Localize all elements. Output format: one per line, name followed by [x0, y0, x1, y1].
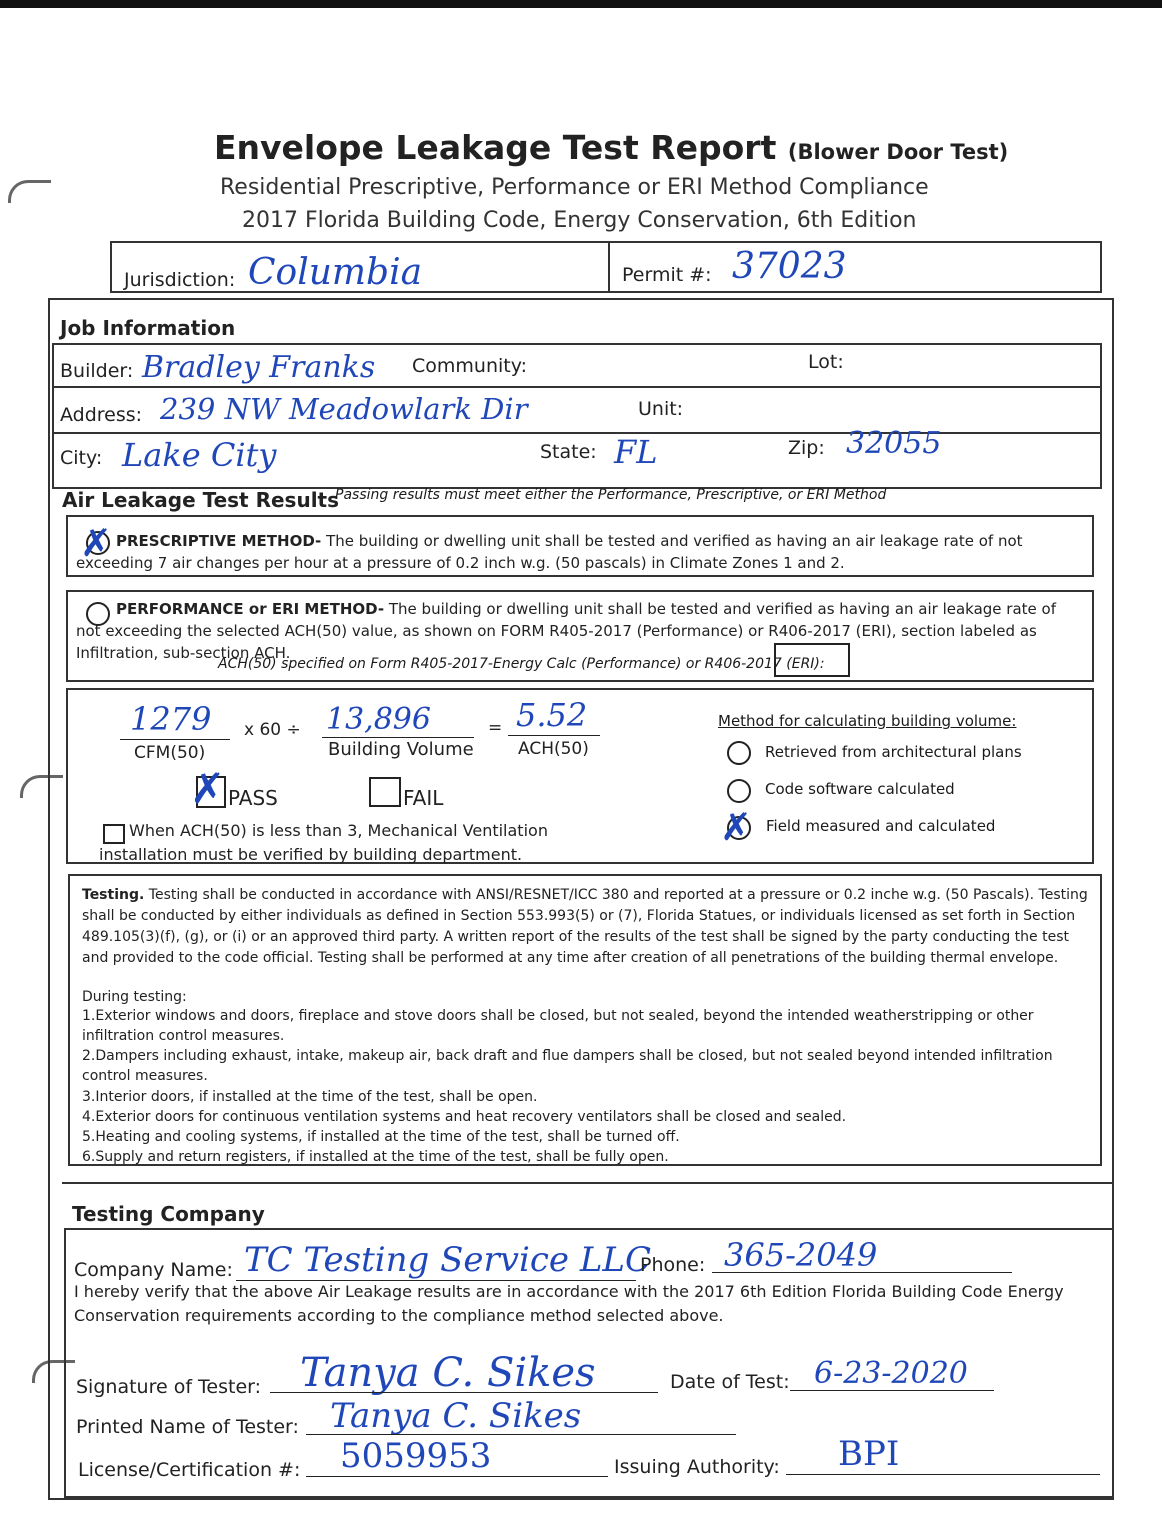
tester-signature: Tanya C. Sikes [300, 1350, 596, 1396]
underline [786, 1474, 1100, 1475]
jurisdiction-label: Jurisdiction: [124, 269, 236, 291]
testing-item: 6.Supply and return registers, if installed at the time of the test, shall be fully open. [82, 1149, 669, 1165]
unit-label: Unit: [638, 398, 684, 420]
phone-value: 365-2049 [724, 1236, 878, 1274]
ach-label: ACH(50) [518, 739, 589, 759]
testing-item: 5.Heating and cooling systems, if installed at the time of the test, shall be turned off. [82, 1129, 680, 1145]
verification-statement: I hereby verify that the above Air Leakage results are in accordance with the 2017 6th Edition Florida Building Code Energy Conservation requirements according to the compliance method selected above. [74, 1282, 1064, 1325]
divider [52, 432, 1102, 434]
lot-label: Lot: [808, 351, 844, 373]
underline [790, 1390, 994, 1391]
testing-company-heading: Testing Company [72, 1202, 265, 1226]
ach-specified-input[interactable] [774, 643, 850, 677]
testing-item: 4.Exterior doors for continuous ventilation systems and heat recovery ventilators shall be closed and sealed. [82, 1109, 847, 1125]
volume-method-option: Field measured and calculated [766, 817, 996, 835]
building-volume-label: Building Volume [328, 739, 474, 760]
builder-label: Builder: [60, 360, 134, 382]
divider [52, 386, 1102, 388]
job-information-heading: Job Information [60, 316, 236, 340]
volume-method-radio-software[interactable] [727, 779, 751, 803]
issuing-authority-value: BPI [838, 1434, 900, 1474]
mech-ventilation-note: When ACH(50) is less than 3, Mechanical Ventilation installation must be verified by building department. [99, 821, 548, 864]
underline [270, 1392, 658, 1393]
divider [62, 1182, 1114, 1184]
underline [712, 1272, 1012, 1273]
pass-label: PASS [228, 786, 278, 810]
license-value: 5059953 [340, 1436, 492, 1476]
testing-item: 2.Dampers including exhaust, intake, makeup air, back draft and flue dampers shall be closed, but not sealed beyond intended infiltration control measures. [82, 1048, 1053, 1084]
ach-value: 5.52 [516, 696, 588, 734]
report-code-edition: 2017 Florida Building Code, Energy Conservation, 6th Edition [242, 208, 917, 233]
ach-specified-label: ACH(50) specified on Form R405-2017-Energy Calc (Performance) or R406-2017 (ERI): [218, 656, 825, 672]
during-testing-heading: During testing: [82, 989, 187, 1005]
underline [508, 735, 600, 736]
city-value: Lake City [122, 436, 277, 474]
community-label: Community: [412, 355, 527, 377]
testing-paragraph: Testing. Testing shall be conducted in accordance with ANSI/RESNET/ICC 380 and reported at a pressure or 0.2 inche w.g. (50 Pascals). Testing shall be conducted by either individuals as defined in Section 553.993(5) or (7), Florida Statues, or individuals licensed as set forth in Section 489.105(3)(f), (g), or (i) or an approved third party. A written report of the results of the test shall be signed by the party conducting the test and provided to the code official. Testing shall be performed at any time after creation of all penetrations of the building thermal envelope. [82, 887, 1088, 966]
underline [120, 739, 230, 740]
address-label: Address: [60, 404, 143, 426]
builder-value: Bradley Franks [142, 350, 376, 385]
issuing-authority-label: Issuing Authority: [614, 1456, 780, 1478]
checked-x-mark: ✗ [190, 764, 226, 813]
date-label: Date of Test: [670, 1371, 790, 1393]
volume-method-radio-plans[interactable] [727, 741, 751, 765]
license-label: License/Certification #: [78, 1459, 301, 1481]
jurisdiction-value: Columbia [248, 252, 423, 293]
multiply-divide-sign: x 60 ÷ [244, 720, 301, 740]
checked-x-mark: ✗ [80, 521, 112, 565]
report-title: Envelope Leakage Test Report (Blower Door Test) [214, 128, 1009, 167]
volume-method-heading: Method for calculating building volume: [718, 712, 1017, 730]
city-label: City: [60, 447, 103, 469]
state-value: FL [614, 433, 658, 471]
printed-name-value: Tanya C. Sikes [330, 1396, 582, 1436]
performance-method-text: PERFORMANCE or ERI METHOD- The building or dwelling unit shall be tested and verified as having an air leakage rate of not exceeding the selected ACH(50) value, as shown on FORM R405-2017 (Performance) or R406-2017 (ERI), section labeled as Infiltration, sub-section ACH. [76, 600, 1056, 662]
address-value: 239 NW Meadowlark Dir [160, 392, 528, 426]
fail-label: FAIL [403, 786, 444, 810]
building-volume-value: 13,896 [326, 702, 431, 737]
underline [306, 1476, 608, 1477]
prescriptive-method-text: PRESCRIPTIVE METHOD- The building or dwelling unit shall be tested and verified as having an air leakage rate of not exceeding 7 air changes per hour at a pressure of 0.2 inch w.g. (50 pascals) in Climate Zones 1 and 2. [76, 532, 1023, 572]
permit-label: Permit #: [622, 264, 712, 286]
checked-x-mark: ✗ [720, 805, 752, 849]
binder-hole-mark [8, 180, 51, 203]
zip-value: 32055 [846, 426, 942, 461]
passing-results-note: Passing results must meet either the Performance, Prescriptive, or ERI Method [335, 487, 887, 503]
air-leakage-heading: Air Leakage Test Results [62, 488, 340, 512]
underline [322, 737, 474, 738]
volume-method-option: Code software calculated [765, 780, 955, 798]
scan-top-edge [0, 0, 1162, 8]
testing-item: 3.Interior doors, if installed at the time of the test, shall be open. [82, 1089, 538, 1105]
company-name-label: Company Name: [74, 1259, 233, 1281]
divider [608, 243, 610, 291]
volume-method-option: Retrieved from architectural plans [765, 743, 1022, 761]
testing-item: 1.Exterior windows and doors, fireplace and stove doors shall be closed, but not sealed, beyond the intended weatherstripping or other infiltration control measures. [82, 1008, 1034, 1044]
permit-value: 37023 [732, 246, 847, 287]
cfm-label: CFM(50) [134, 743, 206, 763]
zip-label: Zip: [788, 437, 825, 459]
report-subtitle: Residential Prescriptive, Performance or ERI Method Compliance [220, 175, 929, 200]
fail-checkbox[interactable] [369, 777, 401, 807]
phone-label: Phone: [640, 1254, 706, 1276]
equals-sign: = [488, 718, 503, 738]
cfm-value: 1279 [130, 700, 212, 738]
underline [306, 1434, 736, 1435]
signature-label: Signature of Tester: [76, 1376, 262, 1398]
company-name-value: TC Testing Service LLC [244, 1240, 652, 1280]
state-label: State: [540, 441, 597, 463]
printed-name-label: Printed Name of Tester: [76, 1416, 299, 1438]
date-value: 6-23-2020 [814, 1356, 968, 1391]
